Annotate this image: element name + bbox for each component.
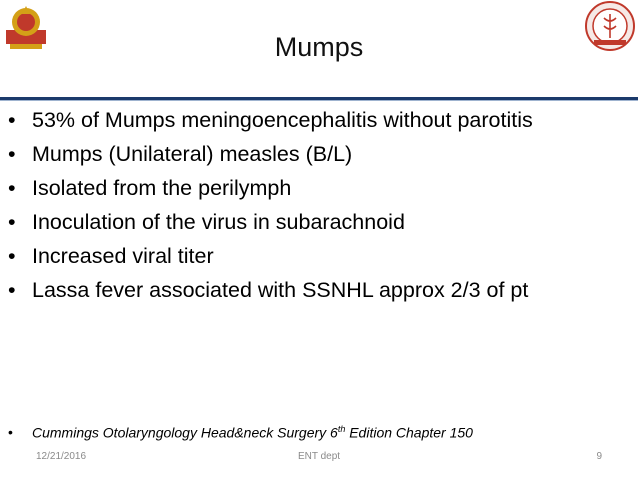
bullet-text: Mumps (Unilateral) measles (B/L) (32, 142, 353, 166)
bullet-icon: • (8, 244, 16, 268)
bullet-list (0, 106, 630, 310)
bullet-item (0, 140, 630, 168)
bullet-text: Inoculation of the virus in subarachnoid (32, 210, 405, 234)
bullet-text: Increased viral titer (32, 244, 214, 268)
reference-citation (0, 424, 630, 441)
bullet-text: 53% of Mumps meningoencephalitis without parotitis (32, 108, 533, 132)
bullet-item (0, 276, 630, 304)
reference-superscript: th (337, 424, 346, 434)
slide-number: 9 (596, 451, 602, 462)
footer-department: ENT dept (297, 451, 341, 462)
bullet-item (0, 208, 630, 236)
bullet-item (0, 242, 630, 270)
bullet-icon: • (8, 210, 16, 234)
footer-date: 12/21/2016 (36, 451, 87, 462)
bullet-icon: • (8, 278, 16, 302)
title-divider-light (0, 100, 638, 101)
slide-title: Mumps (274, 32, 364, 62)
bullet-item (0, 174, 630, 202)
bullet-text: Isolated from the perilymph (32, 176, 292, 200)
bullet-icon: • (8, 176, 16, 200)
reference-text-end: Edition Chapter 150 (345, 424, 473, 441)
bullet-item (0, 106, 630, 134)
bullet-text: Lassa fever associated with SSNHL approx 2/3 of pt (32, 278, 529, 302)
reference-text: Cummings Otolaryngology Head&neck Surgery 6 (32, 424, 338, 441)
bullet-icon: • (8, 108, 16, 132)
bullet-icon: • (8, 142, 16, 166)
bullet-icon: • (8, 424, 13, 440)
